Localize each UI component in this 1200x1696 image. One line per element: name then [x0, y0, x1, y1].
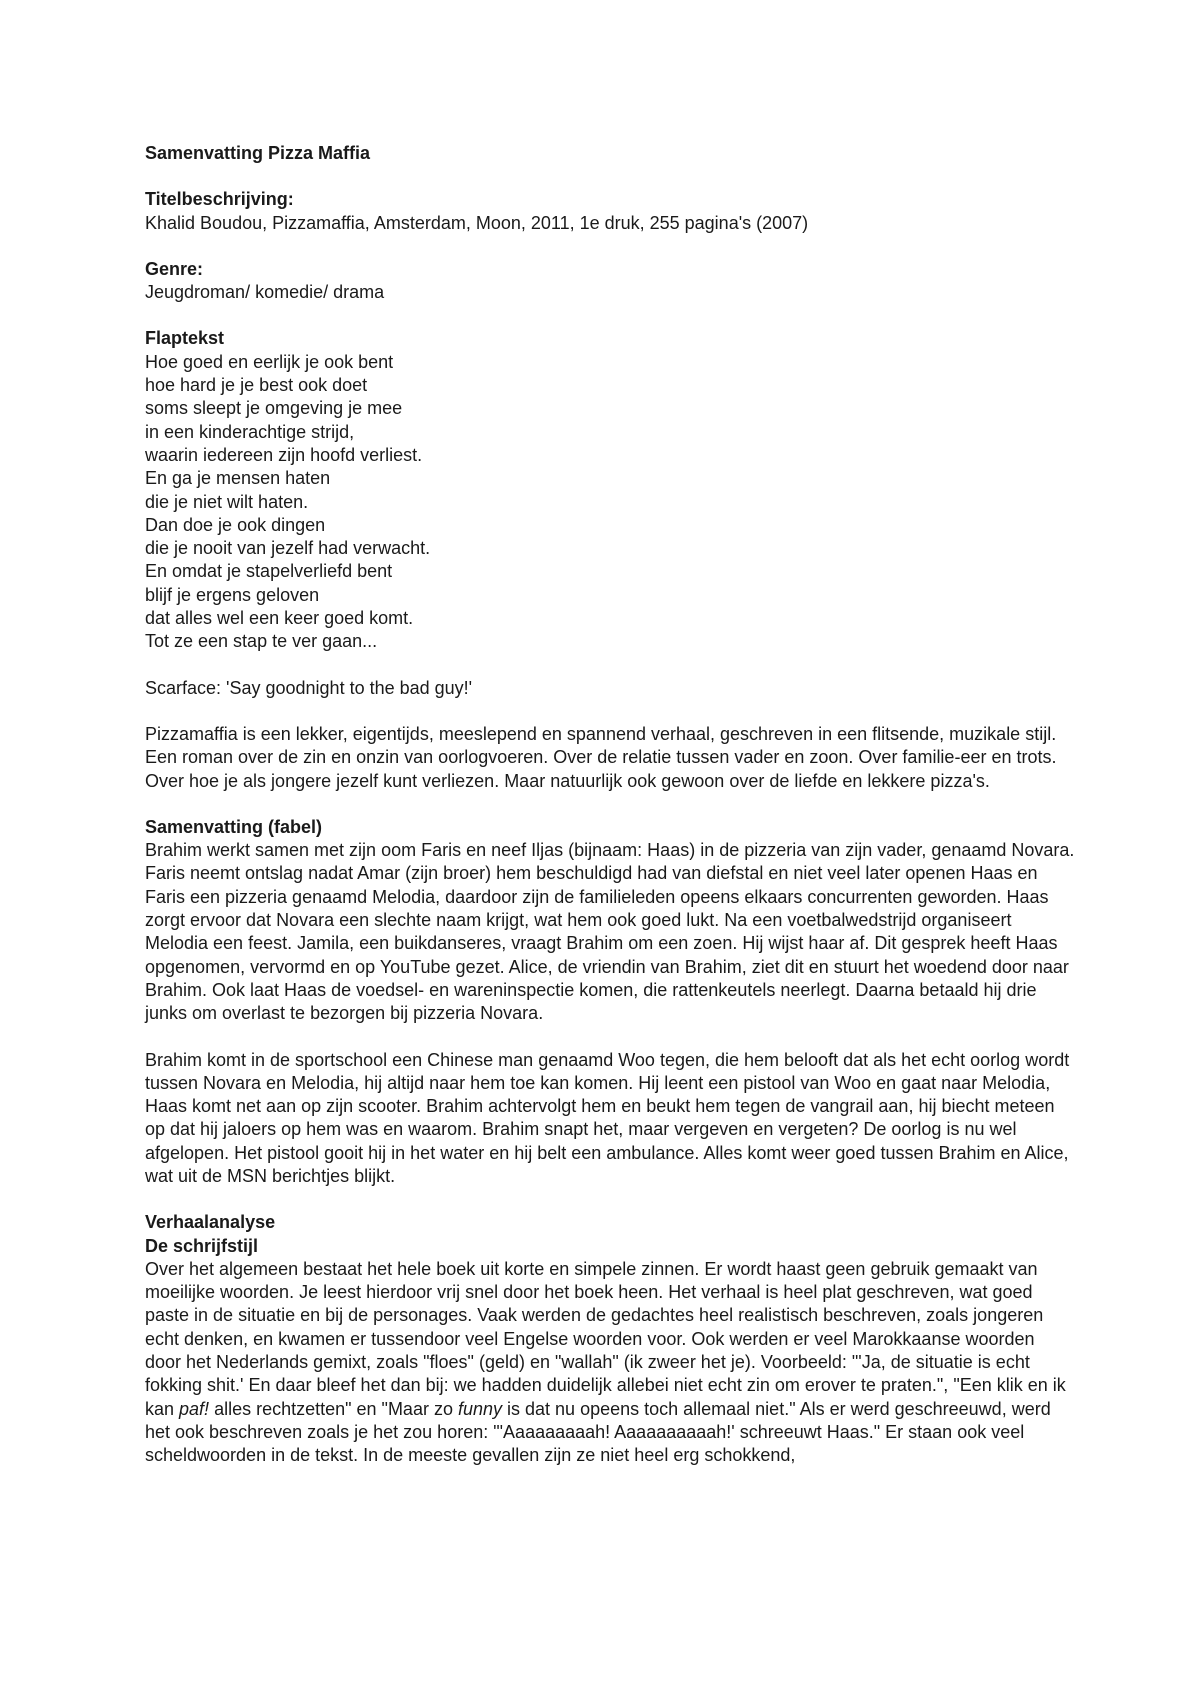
- poem-line: blijf je ergens geloven: [145, 584, 320, 605]
- document-title: Samenvatting Pizza Maffia: [145, 143, 371, 163]
- genre-heading: Genre:: [145, 258, 204, 279]
- poem-line: soms sleept je omgeving je mee: [145, 398, 403, 419]
- samenvatting-paragraph-1: Brahim werkt samen met zijn oom Faris en neef Iljas (bijnaam: Haas) in de pizzeria van zijn vader, genaamd Novara. Faris neemt ontslag nadat Amar (zijn broer) hem beschuldigd had van diefstal en niet veel later openen Haas en Faris een pizzeria genaamd Melodia, daardoor zijn de familieleden opeens elkaars concurrenten geworden. Haas zorgt ervoor dat Novara een slechte naam krijgt, wat hem ook goed lukt. Na een voetbalwedstrijd organiseert Melodia een feest. Jamila, een buikdanseres, vraagt Brahim om een zoen. Hij wijst haar af. Dit gesprek heeft Haas opgenomen, vervormd en op YouTube gezet. Alice, de vriendin van Brahim, ziet dit en stuurt het woedend door naar Brahim. Ook laat Haas de voedsel- en wareninspectie komen, die rattenkeutels neerlegt. Daarna betaald hij drie junks om overlast te bezorgen bij pizzeria Novara.: [145, 840, 1075, 1024]
- genre-text: Jeugdroman/ komedie/ drama: [145, 282, 385, 303]
- titelbeschrijving-section: [145, 188, 1075, 235]
- poem-line: die je niet wilt haten.: [145, 491, 309, 512]
- flaptekst-poem: [145, 351, 1075, 654]
- scarface-quote: Scarface: 'Say goodnight to the bad guy!': [145, 677, 473, 698]
- titelbeschrijving-heading: Titelbeschrijving:: [145, 189, 294, 210]
- document-body: [145, 142, 1075, 1468]
- schrijfstijl-text-part-1: Over het algemeen bestaat het hele boek uit korte en simpele zinnen. Er wordt haast geen gebruik gemaakt van moeilijke woorden. Je leest hierdoor vrij snel door het boek heen. Het verhaal is heel plat geschreven, wat goed paste in de situatie en bij de personages. Vaak werden de gedachtes heel realistisch beschreven, zoals jongeren echt denken, en kwamen er tussendoor veel Engelse woorden voor. Ook werden er veel Marokkaanse woorden door het Nederlands gemixt, zoals "floes" (geld) en "wallah" (ik zweer het je). Voorbeeld: "'Ja, de situatie is echt fokking shit.' En daar bleef het dan bij: we hadden duidelijk allebei niet echt zin om erover te praten.", "Een klik en ik kan: [145, 1258, 1066, 1419]
- poem-line: Hoe goed en eerlijk je ook bent: [145, 351, 394, 372]
- schrijfstijl-paragraph: [145, 1258, 1075, 1468]
- flaptekst-heading: Flaptekst: [145, 328, 225, 349]
- schrijfstijl-italic-funny: funny: [457, 1398, 503, 1419]
- schrijfstijl-text-part-3: is dat nu opeens toch allemaal niet." Als er werd geschreeuwd, werd het ook beschreven zoals je het zou horen: "'Aaaaaaaaah! Aaaaaaaaaah!' schreeuwt Haas." Er staan ook veel scheldwoorden in de tekst. In de meeste gevallen zijn ze niet heel erg schokkend,: [145, 1398, 1051, 1466]
- flaptekst-paragraph: Pizzamaffia is een lekker, eigentijds, meeslepend en spannend verhaal, geschreven in een flitsende, muzikale stijl. Een roman over de zin en onzin van oorlogvoeren. Over de relatie tussen vader en zoon. Over familie-eer en trots. Over hoe je als jongere jezelf kunt verliezen. Maar natuurlijk ook gewoon over de liefde en lekkere pizza's.: [145, 723, 1057, 791]
- poem-line: En omdat je stapelverliefd bent: [145, 561, 393, 582]
- poem-line: hoe hard je je best ook doet: [145, 375, 368, 396]
- verhaalanalyse-section: [145, 1211, 1075, 1467]
- poem-line: Tot ze een stap te ver gaan...: [145, 631, 378, 652]
- verhaalanalyse-heading: Verhaalanalyse: [145, 1212, 276, 1233]
- poem-line: in een kinderachtige strijd,: [145, 421, 355, 442]
- poem-line: En ga je mensen haten: [145, 468, 331, 489]
- titelbeschrijving-text: Khalid Boudou, Pizzamaffia, Amsterdam, Moon, 2011, 1e druk, 255 pagina's (2007): [145, 212, 809, 233]
- schrijfstijl-text-part-2: alles rechtzetten" en "Maar zo: [209, 1398, 458, 1419]
- schrijfstijl-subheading: De schrijfstijl: [145, 1235, 259, 1256]
- poem-line: die je nooit van jezelf had verwacht.: [145, 538, 431, 559]
- samenvatting-heading: Samenvatting (fabel): [145, 816, 323, 837]
- samenvatting-section: [145, 816, 1075, 1188]
- schrijfstijl-italic-paf: paf!: [179, 1398, 210, 1419]
- poem-line: Dan doe je ook dingen: [145, 514, 326, 535]
- flaptekst-section: [145, 327, 1075, 792]
- genre-section: [145, 258, 1075, 305]
- poem-line: dat alles wel een keer goed komt.: [145, 608, 414, 629]
- poem-line: waarin iedereen zijn hoofd verliest.: [145, 444, 423, 465]
- samenvatting-paragraph-2: Brahim komt in de sportschool een Chinese man genaamd Woo tegen, die hem belooft dat als het echt oorlog wordt tussen Novara en Melodia, hij altijd naar hem toe kan komen. Hij leent een pistool van Woo en gaat naar Melodia, Haas komt net aan op zijn scooter. Brahim achtervolgt hem en beukt hem tegen de vangrail aan, hij biecht meteen op dat hij jaloers op hem was en waarom. Brahim snapt het, maar vergeven en vergeten? De oorlog is nu wel afgelopen. Het pistool gooit hij in het water en hij belt een ambulance. Alles komt weer goed tussen Brahim en Alice, wat uit de MSN berichtjes blijkt.: [145, 1049, 1070, 1186]
